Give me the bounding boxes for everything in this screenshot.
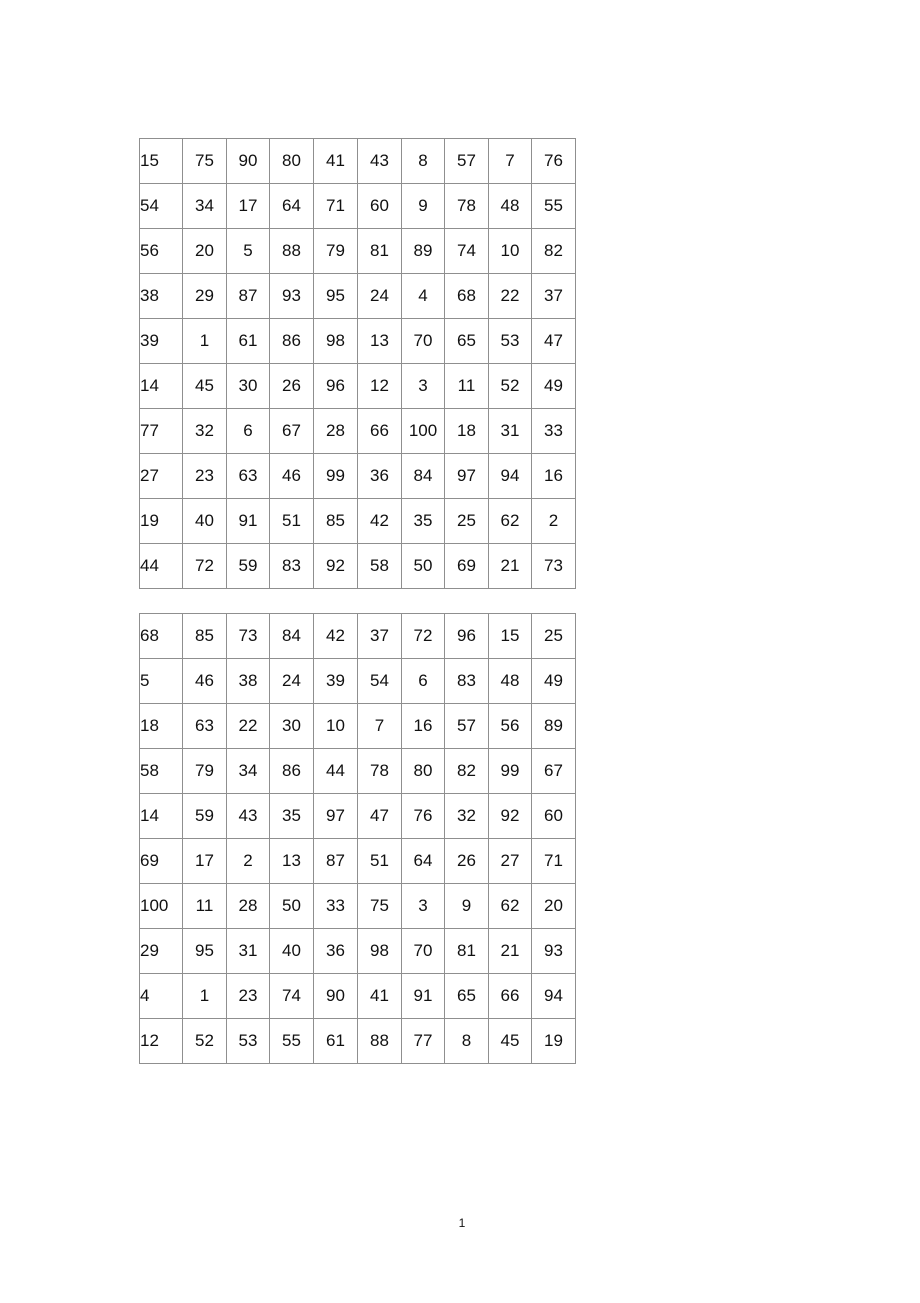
table-cell: 95 xyxy=(183,929,227,974)
table-cell: 72 xyxy=(402,614,445,659)
table-cell: 11 xyxy=(445,364,489,409)
table-cell: 39 xyxy=(140,319,183,364)
table-row xyxy=(140,974,576,1019)
table-cell: 36 xyxy=(358,454,402,499)
table-cell: 28 xyxy=(227,884,270,929)
number-grid-2 xyxy=(139,613,576,1064)
table-cell: 48 xyxy=(489,659,532,704)
table-cell: 68 xyxy=(445,274,489,319)
table-cell: 63 xyxy=(183,704,227,749)
table-cell: 50 xyxy=(270,884,314,929)
table-cell: 58 xyxy=(358,544,402,589)
table-cell: 45 xyxy=(489,1019,532,1064)
table-cell: 50 xyxy=(402,544,445,589)
table-cell: 40 xyxy=(270,929,314,974)
table-cell: 46 xyxy=(183,659,227,704)
table-cell: 85 xyxy=(314,499,358,544)
table-cell: 99 xyxy=(314,454,358,499)
table-cell: 22 xyxy=(489,274,532,319)
grid-body xyxy=(140,614,576,1064)
table-cell: 24 xyxy=(270,659,314,704)
table-cell: 76 xyxy=(532,139,576,184)
table-cell: 85 xyxy=(183,614,227,659)
table-cell: 52 xyxy=(489,364,532,409)
table-row xyxy=(140,229,576,274)
table-cell: 24 xyxy=(358,274,402,319)
table-cell: 96 xyxy=(314,364,358,409)
table-cell: 33 xyxy=(314,884,358,929)
table-cell: 11 xyxy=(183,884,227,929)
table-cell: 75 xyxy=(183,139,227,184)
number-grid-1 xyxy=(139,138,576,589)
table-cell: 19 xyxy=(532,1019,576,1064)
table-cell: 13 xyxy=(358,319,402,364)
table-cell: 88 xyxy=(358,1019,402,1064)
table-cell: 84 xyxy=(270,614,314,659)
table-cell: 56 xyxy=(140,229,183,274)
table-cell: 57 xyxy=(445,704,489,749)
table-row xyxy=(140,794,576,839)
table-cell: 35 xyxy=(270,794,314,839)
table-cell: 43 xyxy=(227,794,270,839)
table-cell: 51 xyxy=(270,499,314,544)
table-cell: 18 xyxy=(445,409,489,454)
table-cell: 78 xyxy=(358,749,402,794)
table-cell: 42 xyxy=(314,614,358,659)
table-cell: 67 xyxy=(532,749,576,794)
table-cell: 21 xyxy=(489,544,532,589)
table-cell: 92 xyxy=(314,544,358,589)
table-cell: 92 xyxy=(489,794,532,839)
table-cell: 52 xyxy=(183,1019,227,1064)
table-cell: 91 xyxy=(227,499,270,544)
table-row xyxy=(140,884,576,929)
table-cell: 15 xyxy=(140,139,183,184)
table-cell: 46 xyxy=(270,454,314,499)
table-cell: 90 xyxy=(227,139,270,184)
table-cell: 59 xyxy=(183,794,227,839)
table-cell: 71 xyxy=(532,839,576,884)
table-cell: 87 xyxy=(227,274,270,319)
table-cell: 7 xyxy=(358,704,402,749)
table-cell: 4 xyxy=(402,274,445,319)
table-row xyxy=(140,184,576,229)
table-cell: 14 xyxy=(140,794,183,839)
table-cell: 68 xyxy=(140,614,183,659)
table-cell: 60 xyxy=(532,794,576,839)
table-cell: 55 xyxy=(270,1019,314,1064)
table-cell: 64 xyxy=(402,839,445,884)
table-cell: 25 xyxy=(532,614,576,659)
table-row xyxy=(140,499,576,544)
table-cell: 74 xyxy=(445,229,489,274)
table-cell: 37 xyxy=(532,274,576,319)
table-cell: 45 xyxy=(183,364,227,409)
table-row xyxy=(140,659,576,704)
table-cell: 82 xyxy=(445,749,489,794)
table-cell: 87 xyxy=(314,839,358,884)
table-row xyxy=(140,319,576,364)
table-row xyxy=(140,274,576,319)
table-cell: 56 xyxy=(489,704,532,749)
table-cell: 15 xyxy=(489,614,532,659)
table-cell: 14 xyxy=(140,364,183,409)
table-cell: 39 xyxy=(314,659,358,704)
table-cell: 62 xyxy=(489,499,532,544)
table-cell: 27 xyxy=(140,454,183,499)
grid-body xyxy=(140,139,576,589)
table-cell: 64 xyxy=(270,184,314,229)
table-cell: 93 xyxy=(532,929,576,974)
table-cell: 38 xyxy=(227,659,270,704)
table-row xyxy=(140,704,576,749)
table-cell: 60 xyxy=(358,184,402,229)
table-cell: 72 xyxy=(183,544,227,589)
table-cell: 5 xyxy=(140,659,183,704)
table-cell: 6 xyxy=(402,659,445,704)
table-cell: 69 xyxy=(445,544,489,589)
table-cell: 53 xyxy=(227,1019,270,1064)
table-cell: 44 xyxy=(314,749,358,794)
table-cell: 75 xyxy=(358,884,402,929)
table-cell: 17 xyxy=(227,184,270,229)
table-row xyxy=(140,614,576,659)
table-cell: 25 xyxy=(445,499,489,544)
table-cell: 83 xyxy=(270,544,314,589)
table-cell: 78 xyxy=(445,184,489,229)
table-cell: 86 xyxy=(270,749,314,794)
table-cell: 12 xyxy=(358,364,402,409)
table-cell: 17 xyxy=(183,839,227,884)
table-cell: 98 xyxy=(358,929,402,974)
table-cell: 89 xyxy=(402,229,445,274)
table-cell: 59 xyxy=(227,544,270,589)
table-cell: 91 xyxy=(402,974,445,1019)
table-cell: 34 xyxy=(183,184,227,229)
table-cell: 41 xyxy=(314,139,358,184)
table-cell: 3 xyxy=(402,884,445,929)
table-cell: 71 xyxy=(314,184,358,229)
table-cell: 49 xyxy=(532,659,576,704)
table-cell: 53 xyxy=(489,319,532,364)
table-cell: 1 xyxy=(183,974,227,1019)
table-cell: 12 xyxy=(140,1019,183,1064)
table-cell: 81 xyxy=(445,929,489,974)
table-cell: 89 xyxy=(532,704,576,749)
table-cell: 31 xyxy=(227,929,270,974)
table-cell: 5 xyxy=(227,229,270,274)
table-cell: 67 xyxy=(270,409,314,454)
table-cell: 77 xyxy=(140,409,183,454)
table-cell: 55 xyxy=(532,184,576,229)
table-cell: 80 xyxy=(402,749,445,794)
table-cell: 65 xyxy=(445,319,489,364)
table-cell: 61 xyxy=(227,319,270,364)
table-cell: 31 xyxy=(489,409,532,454)
table-cell: 29 xyxy=(140,929,183,974)
table-row xyxy=(140,139,576,184)
table-cell: 10 xyxy=(314,704,358,749)
table-cell: 16 xyxy=(402,704,445,749)
table-cell: 3 xyxy=(402,364,445,409)
table-cell: 69 xyxy=(140,839,183,884)
table-cell: 77 xyxy=(402,1019,445,1064)
table-cell: 44 xyxy=(140,544,183,589)
table-row xyxy=(140,749,576,794)
table-row xyxy=(140,409,576,454)
table-cell: 9 xyxy=(402,184,445,229)
table-cell: 97 xyxy=(445,454,489,499)
table-cell: 66 xyxy=(358,409,402,454)
table-cell: 81 xyxy=(358,229,402,274)
table-cell: 36 xyxy=(314,929,358,974)
table-cell: 65 xyxy=(445,974,489,1019)
table-cell: 79 xyxy=(314,229,358,274)
table-cell: 10 xyxy=(489,229,532,274)
table-row xyxy=(140,544,576,589)
table-row xyxy=(140,364,576,409)
table-cell: 22 xyxy=(227,704,270,749)
table-cell: 35 xyxy=(402,499,445,544)
table-cell: 47 xyxy=(358,794,402,839)
table-cell: 97 xyxy=(314,794,358,839)
table-cell: 98 xyxy=(314,319,358,364)
table-cell: 54 xyxy=(140,184,183,229)
table-cell: 73 xyxy=(227,614,270,659)
table-cell: 80 xyxy=(270,139,314,184)
table-cell: 61 xyxy=(314,1019,358,1064)
table-cell: 90 xyxy=(314,974,358,1019)
table-cell: 40 xyxy=(183,499,227,544)
table-cell: 23 xyxy=(227,974,270,1019)
table-cell: 34 xyxy=(227,749,270,794)
table-cell: 19 xyxy=(140,499,183,544)
table-cell: 96 xyxy=(445,614,489,659)
table-cell: 38 xyxy=(140,274,183,319)
table-cell: 8 xyxy=(445,1019,489,1064)
table-cell: 66 xyxy=(489,974,532,1019)
table-cell: 8 xyxy=(402,139,445,184)
table-cell: 16 xyxy=(532,454,576,499)
table-cell: 29 xyxy=(183,274,227,319)
table-cell: 37 xyxy=(358,614,402,659)
table-cell: 6 xyxy=(227,409,270,454)
table-cell: 2 xyxy=(227,839,270,884)
table-cell: 2 xyxy=(532,499,576,544)
table-cell: 76 xyxy=(402,794,445,839)
table-cell: 51 xyxy=(358,839,402,884)
table-cell: 57 xyxy=(445,139,489,184)
table-cell: 100 xyxy=(402,409,445,454)
table-cell: 94 xyxy=(489,454,532,499)
table-cell: 18 xyxy=(140,704,183,749)
table-cell: 54 xyxy=(358,659,402,704)
table-row xyxy=(140,1019,576,1064)
table-cell: 20 xyxy=(183,229,227,274)
table-cell: 1 xyxy=(183,319,227,364)
table-cell: 99 xyxy=(489,749,532,794)
table-cell: 79 xyxy=(183,749,227,794)
table-row xyxy=(140,454,576,499)
table-cell: 82 xyxy=(532,229,576,274)
table-row xyxy=(140,929,576,974)
table-cell: 23 xyxy=(183,454,227,499)
table-cell: 21 xyxy=(489,929,532,974)
table-cell: 7 xyxy=(489,139,532,184)
table-row xyxy=(140,839,576,884)
table-cell: 27 xyxy=(489,839,532,884)
table-cell: 32 xyxy=(183,409,227,454)
table-cell: 20 xyxy=(532,884,576,929)
table-cell: 95 xyxy=(314,274,358,319)
table-cell: 58 xyxy=(140,749,183,794)
table-cell: 94 xyxy=(532,974,576,1019)
table-cell: 32 xyxy=(445,794,489,839)
table-cell: 41 xyxy=(358,974,402,1019)
table-cell: 42 xyxy=(358,499,402,544)
table-cell: 13 xyxy=(270,839,314,884)
table-cell: 63 xyxy=(227,454,270,499)
table-cell: 28 xyxy=(314,409,358,454)
table-cell: 43 xyxy=(358,139,402,184)
table-cell: 70 xyxy=(402,929,445,974)
table-cell: 9 xyxy=(445,884,489,929)
table-cell: 30 xyxy=(227,364,270,409)
table-cell: 49 xyxy=(532,364,576,409)
table-cell: 93 xyxy=(270,274,314,319)
table-cell: 30 xyxy=(270,704,314,749)
page-number: 1 xyxy=(458,1216,466,1230)
table-cell: 74 xyxy=(270,974,314,1019)
table-cell: 62 xyxy=(489,884,532,929)
table-cell: 88 xyxy=(270,229,314,274)
table-cell: 73 xyxy=(532,544,576,589)
table-cell: 47 xyxy=(532,319,576,364)
table-cell: 48 xyxy=(489,184,532,229)
table-cell: 33 xyxy=(532,409,576,454)
table-cell: 84 xyxy=(402,454,445,499)
table-cell: 26 xyxy=(270,364,314,409)
table-cell: 4 xyxy=(140,974,183,1019)
table-cell: 83 xyxy=(445,659,489,704)
table-cell: 100 xyxy=(140,884,183,929)
table-cell: 86 xyxy=(270,319,314,364)
table-cell: 26 xyxy=(445,839,489,884)
table-cell: 70 xyxy=(402,319,445,364)
